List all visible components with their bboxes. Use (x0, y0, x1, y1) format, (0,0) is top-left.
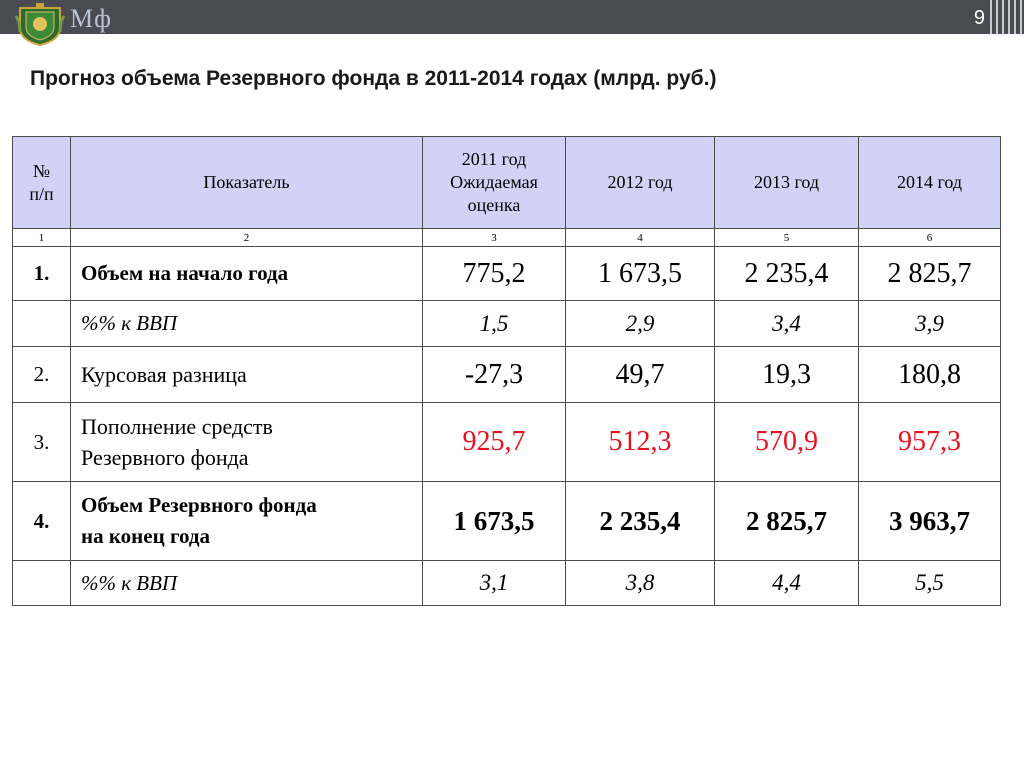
row-number (13, 301, 71, 347)
value-cell: 2,9 (566, 301, 715, 347)
header-2012: 2012 год (566, 137, 715, 229)
value-cell: 4,4 (715, 561, 859, 606)
value-cell: 2 235,4 (715, 247, 859, 301)
value-cell: 2 825,7 (859, 247, 1001, 301)
table-row (13, 347, 1001, 403)
header-2013: 2013 год (715, 137, 859, 229)
top-bar (0, 0, 1024, 34)
value-cell: 19,3 (715, 347, 859, 403)
value-cell: 957,3 (859, 403, 1001, 482)
value-cell: 180,8 (859, 347, 1001, 403)
index-cell: 2 (71, 229, 423, 247)
column-index-row (13, 229, 1001, 247)
index-cell: 4 (566, 229, 715, 247)
value-cell: 1,5 (423, 301, 566, 347)
value-cell: 1 673,5 (566, 247, 715, 301)
table-row (13, 247, 1001, 301)
value-cell: 2 235,4 (566, 482, 715, 561)
value-cell: 3,9 (859, 301, 1001, 347)
value-cell: 3,1 (423, 561, 566, 606)
header-num: № п/п (13, 137, 71, 229)
value-cell: 925,7 (423, 403, 566, 482)
reserve-fund-table (12, 136, 1001, 606)
row-label: Объем на начало года (71, 247, 423, 301)
value-cell: 2 825,7 (715, 482, 859, 561)
value-cell: 49,7 (566, 347, 715, 403)
value-cell: 1 673,5 (423, 482, 566, 561)
row-number: 1. (13, 247, 71, 301)
header-row (13, 137, 1001, 229)
page-number: 9 (973, 7, 985, 29)
table-row (13, 301, 1001, 347)
row-label: %% к ВВП (71, 561, 423, 606)
decorative-stripes (990, 0, 1024, 34)
row-number: 4. (13, 482, 71, 561)
value-cell: 3 963,7 (859, 482, 1001, 561)
row-label: Пополнение средств Резервного фонда (71, 403, 423, 482)
header-2014: 2014 год (859, 137, 1001, 229)
index-cell: 1 (13, 229, 71, 247)
row-label: %% к ВВП (71, 301, 423, 347)
brand-logo-text: Мф (70, 4, 112, 33)
header-2011: 2011 год Ожидаемая оценка (423, 137, 566, 229)
value-cell: 3,8 (566, 561, 715, 606)
row-label: Объем Резервного фонда на конец года (71, 482, 423, 561)
value-cell: 512,3 (566, 403, 715, 482)
row-number: 3. (13, 403, 71, 482)
table-row (13, 403, 1001, 482)
slide-title: Прогноз объема Резервного фонда в 2011-2014 годах (млрд. руб.) (30, 67, 717, 90)
value-cell: 5,5 (859, 561, 1001, 606)
value-cell: 775,2 (423, 247, 566, 301)
value-cell: 3,4 (715, 301, 859, 347)
row-number: 2. (13, 347, 71, 403)
index-cell: 5 (715, 229, 859, 247)
row-number (13, 561, 71, 606)
value-cell: 570,9 (715, 403, 859, 482)
ministry-emblem-icon (14, 2, 66, 46)
index-cell: 6 (859, 229, 1001, 247)
index-cell: 3 (423, 229, 566, 247)
table-row (13, 561, 1001, 606)
table-row (13, 482, 1001, 561)
value-cell: -27,3 (423, 347, 566, 403)
header-indicator: Показатель (71, 137, 423, 229)
row-label: Курсовая разница (71, 347, 423, 403)
